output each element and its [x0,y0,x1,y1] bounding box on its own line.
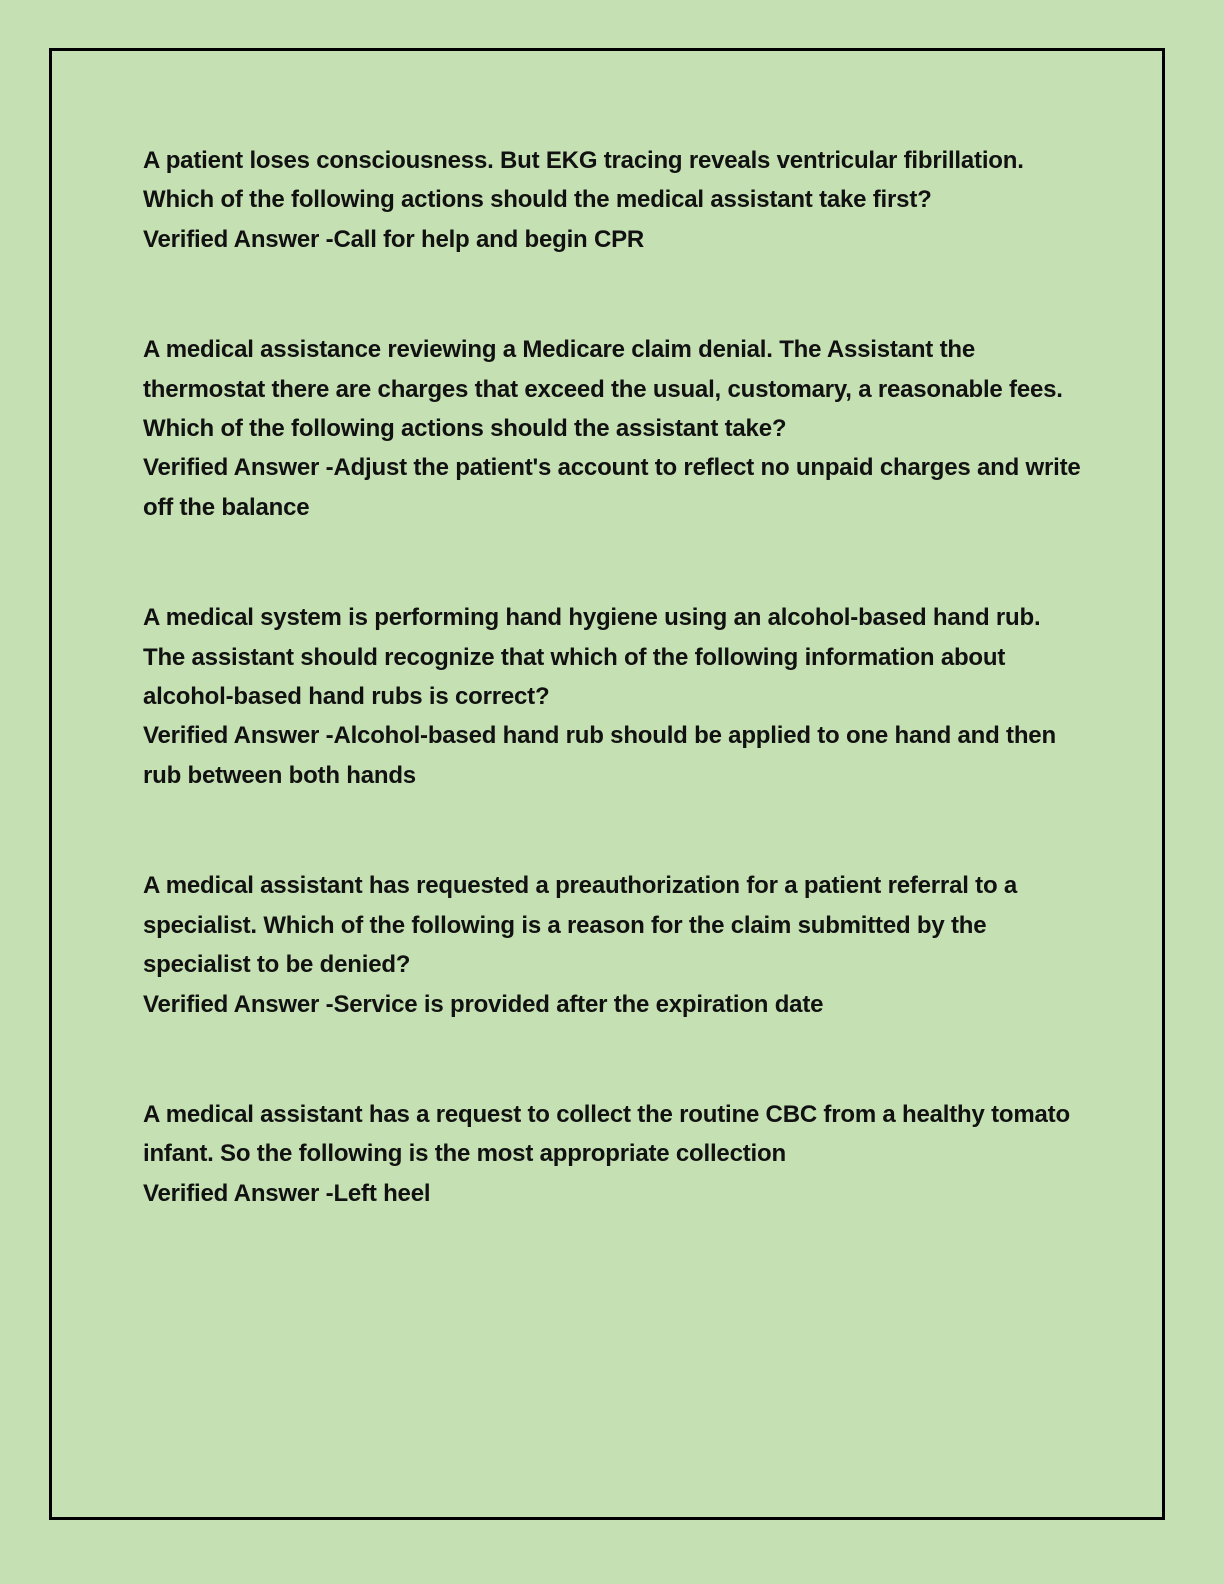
qa-item-2 [143,330,1083,527]
question-text: A medical assistant has requested a preauthorization for a patient referral to a specialist. Which of the following is a reason for the claim submitted by the specialist to be denied? [143,872,1018,979]
qa-content [143,141,1083,1284]
question-text: A medical assistance reviewing a Medicare claim denial. The Assistant the thermostat there are charges that exceed the usual, customary, a reasonable fees. Which of the following actions should the assistant take? [143,336,1063,443]
qa-item-1 [143,141,1083,259]
question-text: A medical assistant has a request to collect the routine CBC from a healthy tomato infant. So the following is the most appropriate collection [143,1100,1070,1168]
verified-answer-text: Verified Answer -Adjust the patient's account to reflect no unpaid charges and write off the balance [143,454,1081,521]
verified-answer-text: Verified Answer -Call for help and begin CPR [143,225,645,253]
qa-item-3 [143,598,1083,795]
verified-answer-text: Verified Answer -Service is provided after the expiration date [143,990,824,1018]
qa-item-5 [143,1095,1083,1213]
question-text: A medical system is performing hand hygiene using an alcohol-based hand rub. The assistant should recognize that which of the following information about alcohol-based hand rubs is correct? [143,604,1041,711]
verified-answer-text: Verified Answer -Left heel [143,1179,431,1207]
qa-item-4 [143,866,1083,1024]
verified-answer-text: Verified Answer -Alcohol-based hand rub should be applied to one hand and then rub between both hands [143,722,1056,789]
question-text: A patient loses consciousness. But EKG tracing reveals ventricular fibrillation. Which of the following actions should the medical assistant take first? [143,147,1024,214]
